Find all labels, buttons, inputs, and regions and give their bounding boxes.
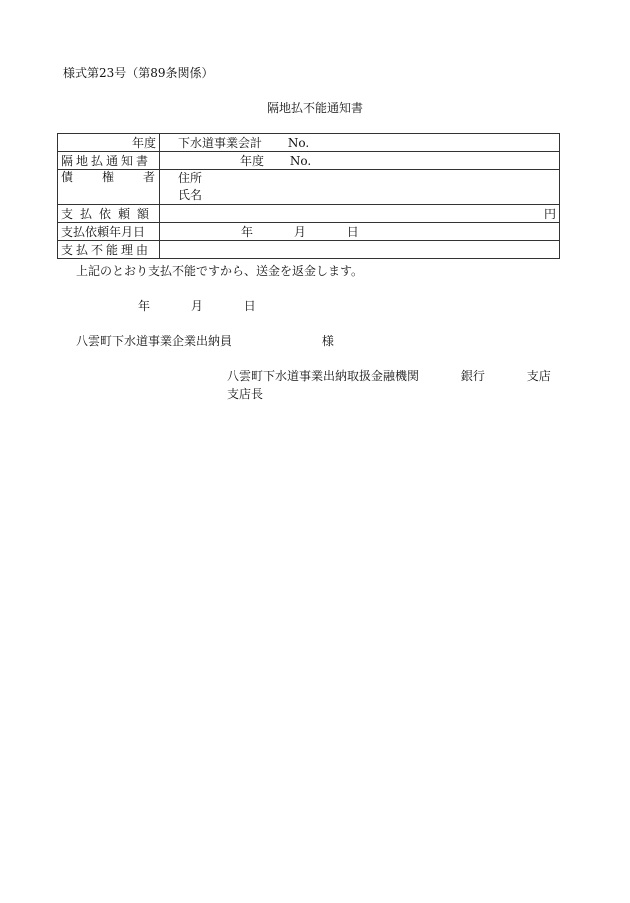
failure-reason-cell[interactable] [160, 241, 560, 259]
date-line [138, 299, 256, 313]
notice-year-suffix: 年度 [240, 153, 265, 168]
request-date-label: 支払依頼年月日 [61, 224, 146, 239]
fiscal-year-label: 年度 [58, 134, 160, 152]
date-year-label: 年 [138, 299, 151, 313]
table-row [58, 205, 560, 223]
creditor-label-cell [58, 170, 185, 205]
sender-institution: 八雲町下水道事業出納取扱金融機関 [227, 369, 420, 383]
failure-reason-label-cell [58, 241, 160, 259]
request-year-label: 年 [241, 224, 254, 239]
amount-label-cell [58, 205, 160, 223]
table-row [58, 241, 560, 259]
notice-label-spread [61, 154, 156, 168]
date-day-label: 日 [243, 299, 256, 313]
addressee-honorific: 様 [321, 334, 334, 348]
amount-cell [160, 205, 560, 223]
sender-manager: 支店長 [227, 387, 264, 401]
account-no-label: No. [287, 135, 310, 150]
address-label: 住所 [178, 171, 203, 185]
creditor-label: 債権者 [61, 170, 185, 184]
failure-reason-label: 支払不能理由 [61, 242, 152, 257]
table-row [58, 134, 560, 152]
sender-branch-label: 支店 [526, 369, 551, 383]
sender-bank-label: 銀行 [460, 369, 485, 383]
sender-line [227, 369, 551, 383]
notice-no-label: No. [289, 153, 312, 168]
date-month-label: 月 [190, 299, 203, 313]
notice-label-cell [58, 152, 160, 170]
request-month-label: 月 [293, 224, 306, 239]
amount-label: 支払依頼額 [61, 206, 157, 221]
statement-text: 上記のとおり支払不能ですから、送金を返金します。 [76, 264, 364, 278]
request-date-cell [160, 223, 560, 241]
document-title: 隔地払不能通知書 [266, 101, 363, 115]
creditor-cell [160, 170, 560, 205]
notice-label: 隔地払通知書 [61, 153, 152, 168]
account-name: 下水道事業会計 [178, 135, 263, 150]
request-date-label-cell [58, 223, 160, 241]
table-row [58, 223, 560, 241]
amount-unit: 円 [543, 206, 556, 221]
form-number: 様式第23号（第89条関係） [63, 66, 214, 80]
name-label: 氏名 [178, 188, 203, 202]
table-row [58, 152, 560, 170]
table-row [58, 170, 560, 205]
addressee-name: 八雲町下水道事業企業出納員 [76, 334, 233, 348]
notice-cell [160, 152, 560, 170]
addressee-line [76, 334, 334, 348]
request-day-label: 日 [346, 224, 359, 239]
account-cell [160, 134, 560, 152]
notice-table [57, 133, 560, 259]
